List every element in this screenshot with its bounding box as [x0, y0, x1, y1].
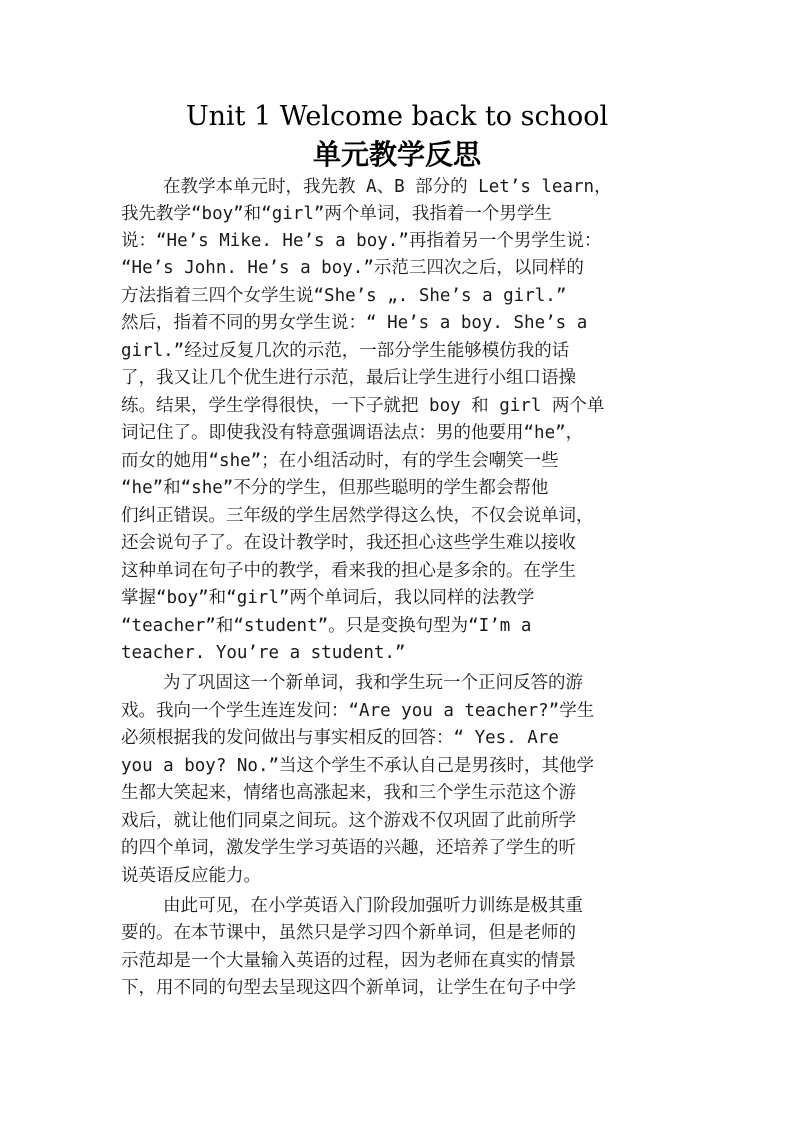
- body-line: teacher. You’re a student.”: [121, 643, 406, 663]
- body-line: 词记住了。即使我没有特意强调语法点：男的他要用“he”，: [121, 423, 584, 443]
- body-line: 戏后，就让他们同桌之间玩。这个游戏不仅巩固了此前所学: [121, 811, 576, 831]
- body-line: 为了巩固这一个新单词，我和学生玩一个正问反答的游: [163, 673, 583, 693]
- body-line: 掌握“boy”和“girl”两个单词后，我以同样的法教学: [121, 588, 535, 608]
- body-line: girl.”经过反复几次的示范，一部分学生能够模仿我的话: [121, 341, 570, 361]
- body-line: 而女的她用“she”；在小组活动时，有的学生会嘲笑一些: [121, 451, 559, 471]
- body-line: you a boy? No.”当这个学生不承认自己是男孩时，其他学: [121, 756, 595, 776]
- body-line: 说英语反应能力。: [121, 866, 261, 886]
- body-line: 说：“He’s Mike. He’s a boy.”再指着另一个男学生说：: [121, 231, 602, 251]
- body-line: 然后，指着不同的男女学生说：“ He’s a boy. She’s a: [121, 313, 588, 333]
- body-line: 在教学本单元时，我先教 A、B 部分的 Let’s learn，: [163, 177, 612, 197]
- body-line: 由此可见，在小学英语入门阶段加强听力训练是极其重: [163, 896, 583, 916]
- body-line: 生都大笑起来，情绪也高涨起来，我和三个学生示范这个游: [121, 783, 576, 803]
- document-title-chinese: 单元教学反思: [312, 138, 481, 171]
- body-line: “he”和“she”不分的学生，但那些聪明的学生都会帮他: [121, 478, 549, 498]
- body-line: 示范却是一个大量输入英语的过程，因为老师在真实的情景: [121, 951, 576, 971]
- body-line: 下，用不同的句型去呈现这四个新单词，让学生在句子中学: [121, 978, 576, 998]
- body-line: 方法指着三四个女学生说“She’s „. She’s a girl.”: [121, 286, 567, 306]
- body-line: 们纠正错误。三年级的学生居然学得这么快，不仅会说单词，: [121, 506, 594, 526]
- body-line: 这种单词在句子中的教学，看来我的担心是多余的。在学生: [121, 561, 576, 581]
- document-title-english: Unit 1 Welcome back to school: [185, 101, 609, 132]
- body-line: 要的。在本节课中，虽然只是学习四个新单词，但是老师的: [121, 923, 576, 943]
- body-line: “He’s John. He’s a boy.”示范三四次之后，以同样的: [121, 258, 584, 278]
- body-line: 了，我又让几个优生进行示范，最后让学生进行小组口语操: [121, 368, 576, 388]
- body-line: 必须根据我的发问做出与事实相反的回答：“ Yes. Are: [121, 728, 559, 748]
- body-line: 戏。我向一个学生连连发问：“Are you a teacher?”学生: [121, 701, 595, 721]
- body-line: “teacher”和“student”。只是变换句型为“I’m a: [121, 616, 532, 636]
- body-line: 我先教学“boy”和“girl”两个单词，我指着一个男学生: [121, 204, 552, 224]
- body-line: 练。结果，学生学得很快，一下子就把 boy 和 girl 两个单: [121, 396, 605, 416]
- body-line: 还会说句子了。在设计教学时，我还担心这些学生难以接收: [121, 533, 576, 553]
- body-line: 的四个单词，激发学生学习英语的兴趣，还培养了学生的听: [121, 838, 576, 858]
